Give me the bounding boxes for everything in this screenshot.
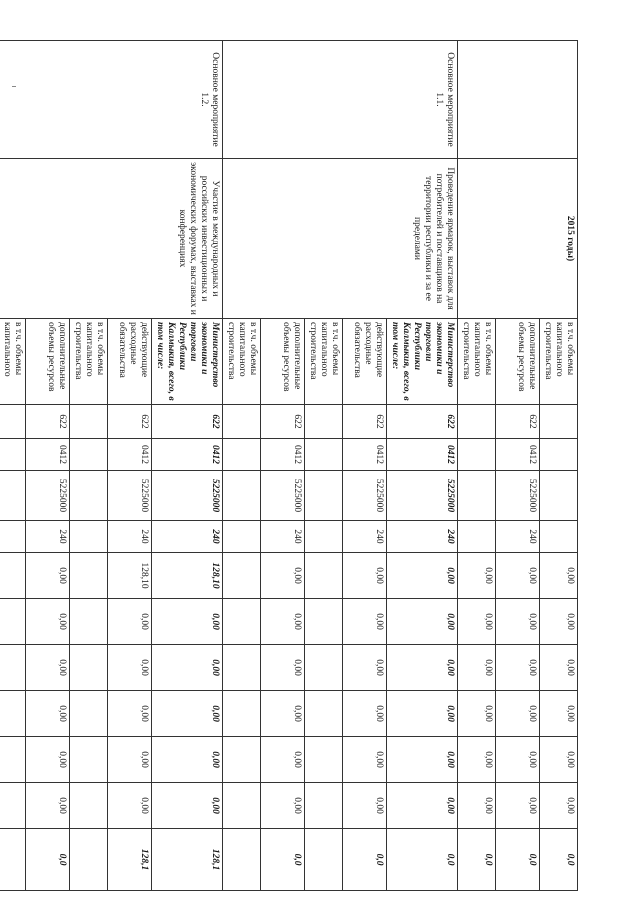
year-value-cell: 0,00 [387,645,458,691]
year-value-cell [223,645,261,691]
year-value-cell [0,645,26,691]
year-value-cell: 0,00 [540,553,578,599]
year-value-cell: 0,00 [458,599,496,645]
rz-code-cell [223,439,261,471]
rz-code-cell: 0412 [108,439,152,471]
year-value-cell: 0,00 [540,783,578,829]
rz-code-cell: 0412 [261,439,305,471]
vr-code-cell [540,521,578,553]
year-value-cell: 0,00 [458,691,496,737]
total-value-cell: 0,0 [387,829,458,891]
total-value-cell: 0,0 [540,829,578,891]
rz-code-cell: 0412 [387,439,458,471]
year-value-cell: 0,00 [343,691,387,737]
rz-code-cell [458,439,496,471]
year-value-cell: 0,00 [496,737,540,783]
year-value-cell: 0,00 [343,737,387,783]
csr-code-cell [0,471,26,521]
event-description-cell: Проведение ярмарок, выставок для потребителей и поставщиков на территории республики и за ее пределами [223,159,458,319]
year-value-cell [223,691,261,737]
year-value-cell: 0,00 [108,645,152,691]
year-value-cell [70,691,108,737]
table-row [387,41,458,891]
year-value-cell: 128,10 [152,553,223,599]
total-value-cell: 0,0 [458,829,496,891]
source-label-cell: в т.ч. объемы капитального строительства [458,319,496,405]
total-value-cell [223,829,261,891]
rz-code-cell: 0412 [152,439,223,471]
table-body [0,41,578,891]
year-value-cell [223,599,261,645]
source-label-cell: действующие расходные обязательства [343,319,387,405]
year-value-cell: 0,00 [496,783,540,829]
year-value-cell: 0,00 [387,553,458,599]
year-value-cell: 128,10 [108,553,152,599]
grbs-code-cell [540,405,578,439]
source-label-cell: в т.ч. объемы капитального строительства [540,319,578,405]
csr-code-cell: 5225000 [152,471,223,521]
year-value-cell [0,783,26,829]
year-value-cell: 0,00 [26,783,70,829]
source-label-cell: в т.ч. объемы капитального строительства [305,319,343,405]
grbs-code-cell: 622 [343,405,387,439]
event-number-cell: Основное мероприятие 1.2. [0,41,223,159]
event-description-cell: Участие в международных и российских инвестиционных и экономических форумах, выставках и конференциях [0,159,223,319]
year-value-cell [305,737,343,783]
vr-code-cell: 240 [261,521,305,553]
year-value-cell: 0,00 [540,737,578,783]
rz-code-cell [70,439,108,471]
event-description-cell [458,159,578,319]
source-label-cell: действующие расходные обязательства [108,319,152,405]
vr-code-cell: 240 [152,521,223,553]
total-value-cell: 128,1 [108,829,152,891]
year-value-cell: 0,00 [26,691,70,737]
grbs-code-cell: 622 [152,405,223,439]
source-label-cell: дополнительные объемы ресурсов [26,319,70,405]
source-label-cell: в т.ч. объемы капитального [0,319,26,405]
year-value-cell [70,553,108,599]
total-value-cell: 0,0 [26,829,70,891]
total-value-cell [0,829,26,891]
year-value-cell [0,553,26,599]
year-value-cell: 0,00 [458,737,496,783]
csr-code-cell [70,471,108,521]
vr-code-cell [0,521,26,553]
grbs-code-cell [70,405,108,439]
source-label-cell: дополнительные объемы ресурсов [261,319,305,405]
year-value-cell: 0,00 [108,737,152,783]
year-value-cell: 0,00 [152,737,223,783]
rz-code-cell [305,439,343,471]
grbs-code-cell [305,405,343,439]
year-value-cell: 0,00 [387,783,458,829]
total-value-cell: 0,0 [261,829,305,891]
vr-code-cell [70,521,108,553]
year-value-cell: 0,00 [108,599,152,645]
total-value-cell: 0,0 [343,829,387,891]
rz-code-cell [0,439,26,471]
year-value-cell: 0,00 [343,645,387,691]
rz-code-cell [540,439,578,471]
vr-code-cell: 240 [108,521,152,553]
grbs-code-cell [223,405,261,439]
year-value-cell [305,783,343,829]
csr-code-cell: 5225000 [26,471,70,521]
csr-code-cell [223,471,261,521]
csr-code-cell: 5225000 [261,471,305,521]
total-value-cell [305,829,343,891]
grbs-code-cell: 622 [26,405,70,439]
year-value-cell [305,691,343,737]
year-value-cell [223,737,261,783]
year-value-cell: 0,00 [343,783,387,829]
source-label-cell: в т.ч. объемы капитального строительства [70,319,108,405]
year-value-cell: 0,00 [458,783,496,829]
grbs-code-cell [458,405,496,439]
csr-code-cell: 5225000 [496,471,540,521]
year-value-cell: 0,00 [261,783,305,829]
year-value-cell: 0,00 [261,691,305,737]
year-value-cell [0,599,26,645]
csr-code-cell [540,471,578,521]
year-value-cell: 0,00 [496,691,540,737]
vr-code-cell [458,521,496,553]
header-fragment: 2015 годы) [565,215,575,262]
rotated-table-content [2,40,578,890]
year-value-cell: 0,00 [496,599,540,645]
total-value-cell: 0,0 [496,829,540,891]
year-value-cell [70,783,108,829]
budget-table [0,40,578,891]
rz-code-cell: 0412 [496,439,540,471]
csr-code-cell: 5225000 [387,471,458,521]
year-value-cell: 0,00 [496,553,540,599]
year-value-cell: 0,00 [152,691,223,737]
year-value-cell: 0,00 [458,553,496,599]
total-value-cell [70,829,108,891]
table-row [540,41,578,891]
year-value-cell: 0,00 [496,645,540,691]
source-label-cell: в т.ч. объемы капитального строительства [223,319,261,405]
year-value-cell: 0,00 [152,783,223,829]
year-value-cell: 0,00 [540,599,578,645]
source-label-cell: Министерство экономики и торговли Республики Калмыкия, всего, в том числе: [387,319,458,405]
year-value-cell: 0,00 [261,645,305,691]
rz-code-cell: 0412 [343,439,387,471]
year-value-cell [305,599,343,645]
vr-code-cell: 240 [387,521,458,553]
year-value-cell: 0,00 [458,645,496,691]
year-value-cell [0,737,26,783]
year-value-cell [305,553,343,599]
year-value-cell: 0,00 [152,599,223,645]
year-value-cell: 0,00 [387,599,458,645]
year-value-cell: 0,00 [26,645,70,691]
grbs-code-cell: 622 [261,405,305,439]
vr-code-cell: 240 [343,521,387,553]
year-value-cell [305,645,343,691]
vr-code-cell: 240 [496,521,540,553]
year-value-cell [70,645,108,691]
grbs-code-cell: 622 [387,405,458,439]
event-number-cell: Основное мероприятие 1.1. [223,41,458,159]
year-value-cell: 0,00 [261,553,305,599]
rz-code-cell: 0412 [26,439,70,471]
year-value-cell: 0,00 [26,599,70,645]
event-number-cell [458,41,578,159]
year-value-cell [223,553,261,599]
year-value-cell: 0,00 [261,737,305,783]
year-value-cell [0,691,26,737]
year-value-cell: 0,00 [343,553,387,599]
year-value-cell: 0,00 [343,599,387,645]
csr-code-cell [458,471,496,521]
year-value-cell: 0,00 [108,691,152,737]
vr-code-cell [305,521,343,553]
year-value-cell: 0,00 [152,645,223,691]
source-label-cell: дополнительные объемы ресурсов [496,319,540,405]
year-value-cell: 0,00 [26,737,70,783]
vr-code-cell [223,521,261,553]
total-value-cell: 128,1 [152,829,223,891]
grbs-code-cell: 622 [108,405,152,439]
grbs-code-cell [0,405,26,439]
year-value-cell [223,783,261,829]
csr-code-cell: 5225000 [343,471,387,521]
csr-code-cell: 5225000 [108,471,152,521]
year-value-cell [70,737,108,783]
year-value-cell: 0,00 [261,599,305,645]
year-value-cell: 0,00 [387,691,458,737]
year-value-cell [70,599,108,645]
rotated-table-frame [2,40,578,890]
source-label-cell: Министерство экономики и торговли Республики Калмыкия, всего, в том числе: [152,319,223,405]
year-value-cell: 0,00 [540,691,578,737]
vr-code-cell: 240 [26,521,70,553]
year-value-cell: 0,00 [540,645,578,691]
year-value-cell: 0,00 [108,783,152,829]
grbs-code-cell: 622 [496,405,540,439]
year-value-cell: 0,00 [26,553,70,599]
table-row [152,41,223,891]
csr-code-cell [305,471,343,521]
year-value-cell: 0,00 [387,737,458,783]
